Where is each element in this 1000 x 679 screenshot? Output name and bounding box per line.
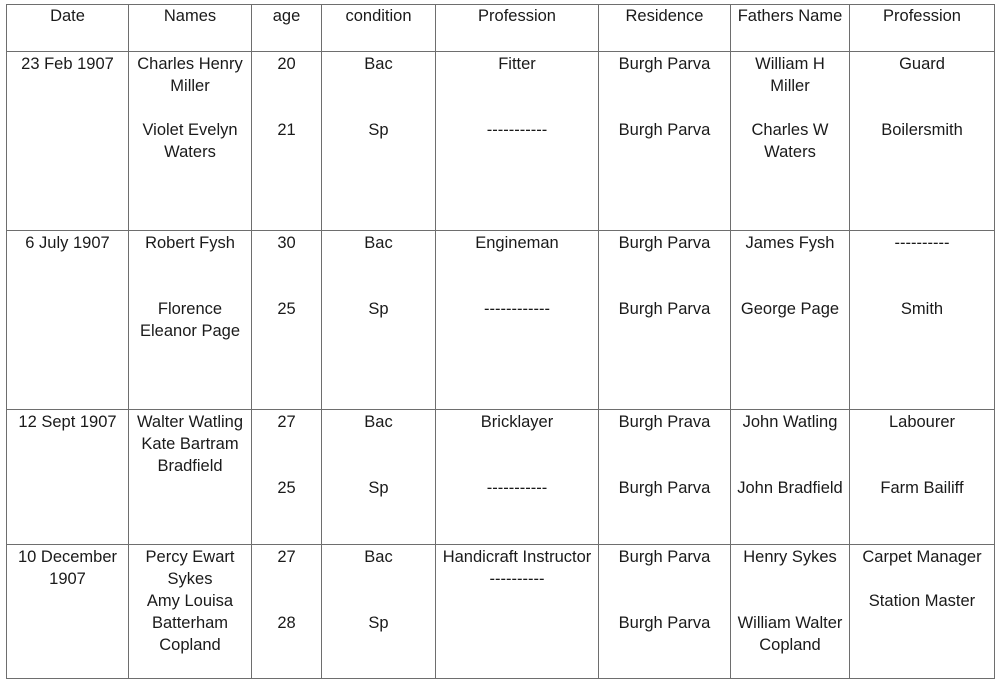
names-cell xyxy=(129,231,252,410)
bride-father: Charles W Waters xyxy=(751,121,829,161)
groom-condition: Bac xyxy=(364,413,393,431)
groom-age: 27 xyxy=(277,548,296,566)
bride-residence: Burgh Parva xyxy=(618,479,711,497)
bride-name: Amy Louisa Batterham Copland xyxy=(146,592,234,654)
profession-cell xyxy=(436,545,599,679)
age-cell xyxy=(252,410,322,545)
bride-residence: Burgh Parva xyxy=(618,614,711,632)
header-fathers-profession: Profession xyxy=(850,5,995,52)
groom-name: Charles Henry Miller xyxy=(137,55,243,95)
profession-cell xyxy=(436,52,599,231)
bride-condition: Sp xyxy=(368,300,389,318)
bride-profession: ----------- xyxy=(486,479,548,497)
age-cell xyxy=(252,545,322,679)
bride-age: 28 xyxy=(277,614,296,632)
bride-profession: ---------- xyxy=(489,570,545,588)
groom-residence: Burgh Parva xyxy=(618,55,711,73)
groom-profession: Engineman xyxy=(475,234,559,252)
date-cell xyxy=(7,52,129,231)
header-age: age xyxy=(252,5,322,52)
groom-father: John Watling xyxy=(742,413,838,431)
groom-age: 27 xyxy=(277,413,296,431)
date-cell xyxy=(7,410,129,545)
header-row xyxy=(7,5,995,52)
condition-cell xyxy=(322,410,436,545)
bride-condition: Sp xyxy=(368,614,389,632)
residence-cell xyxy=(599,52,731,231)
bride-residence: Burgh Parva xyxy=(618,300,711,318)
bride-father-profession: Station Master xyxy=(868,592,976,610)
table-row xyxy=(7,410,995,545)
groom-name: Walter Watling xyxy=(136,413,244,431)
groom-father: Henry Sykes xyxy=(743,548,837,566)
date-text: 12 Sept 1907 xyxy=(18,413,117,431)
header-condition: condition xyxy=(322,5,436,52)
date-text: 6 July 1907 xyxy=(25,234,110,252)
groom-profession: Handicraft Instructor xyxy=(442,548,592,566)
bride-name: Florence Eleanor Page xyxy=(140,300,240,340)
groom-age: 30 xyxy=(277,234,296,252)
groom-father-profession: Labourer xyxy=(888,413,956,431)
marriage-register-table xyxy=(6,4,995,679)
bride-father: William Walter Copland xyxy=(737,614,843,654)
fathers-name-cell xyxy=(731,52,850,231)
residence-cell xyxy=(599,410,731,545)
groom-name: Percy Ewart Sykes xyxy=(145,548,235,588)
bride-condition: Sp xyxy=(368,121,389,139)
header-fathers-name: Fathers Name xyxy=(731,5,850,52)
bride-residence: Burgh Parva xyxy=(618,121,711,139)
groom-condition: Bac xyxy=(364,234,393,252)
header-profession: Profession xyxy=(436,5,599,52)
groom-condition: Bac xyxy=(364,548,393,566)
fathers-name-cell xyxy=(731,545,850,679)
header-date: Date xyxy=(7,5,129,52)
date-cell xyxy=(7,231,129,410)
condition-cell xyxy=(322,52,436,231)
bride-profession: ------------ xyxy=(484,300,550,318)
header-names: Names xyxy=(129,5,252,52)
residence-cell xyxy=(599,545,731,679)
groom-condition: Bac xyxy=(364,55,393,73)
condition-cell xyxy=(322,545,436,679)
bride-father: John Bradfield xyxy=(737,479,843,497)
names-cell xyxy=(129,52,252,231)
bride-age: 25 xyxy=(277,300,296,318)
bride-father-profession: Smith xyxy=(900,300,944,318)
groom-father-profession: Carpet Manager xyxy=(862,548,982,566)
groom-profession: Bricklayer xyxy=(480,413,554,431)
groom-father: William H Miller xyxy=(755,55,825,95)
bride-age: 25 xyxy=(277,479,296,497)
residence-cell xyxy=(599,231,731,410)
bride-name: Kate Bartram Bradfield xyxy=(141,435,239,475)
age-cell xyxy=(252,231,322,410)
table-row xyxy=(7,231,995,410)
header-residence: Residence xyxy=(599,5,731,52)
fathers-name-cell xyxy=(731,231,850,410)
date-text: 10 December 1907 xyxy=(17,548,118,588)
groom-profession: Fitter xyxy=(498,55,536,73)
groom-residence: Burgh Prava xyxy=(618,413,711,431)
groom-father-profession: Guard xyxy=(899,55,945,73)
names-cell xyxy=(129,410,252,545)
date-text: 23 Feb 1907 xyxy=(21,55,114,73)
bride-condition: Sp xyxy=(368,479,389,497)
bride-age: 21 xyxy=(277,121,296,139)
bride-father-profession: Boilersmith xyxy=(881,121,963,139)
bride-father: George Page xyxy=(740,300,840,318)
bride-name: Violet Evelyn Waters xyxy=(142,121,238,161)
fathers-profession-cell xyxy=(850,545,995,679)
groom-name: Robert Fysh xyxy=(145,234,235,252)
table-row xyxy=(7,545,995,679)
names-cell xyxy=(129,545,252,679)
profession-cell xyxy=(436,231,599,410)
profession-cell xyxy=(436,410,599,545)
groom-age: 20 xyxy=(277,55,296,73)
date-cell xyxy=(7,545,129,679)
fathers-name-cell xyxy=(731,410,850,545)
age-cell xyxy=(252,52,322,231)
table-row xyxy=(7,52,995,231)
condition-cell xyxy=(322,231,436,410)
groom-father: James Fysh xyxy=(745,234,835,252)
bride-father-profession: Farm Bailiff xyxy=(880,479,964,497)
fathers-profession-cell xyxy=(850,52,995,231)
fathers-profession-cell xyxy=(850,410,995,545)
groom-residence: Burgh Parva xyxy=(618,548,711,566)
groom-residence: Burgh Parva xyxy=(618,234,711,252)
bride-profession: ----------- xyxy=(486,121,548,139)
groom-father-profession: ---------- xyxy=(894,234,950,252)
fathers-profession-cell xyxy=(850,231,995,410)
